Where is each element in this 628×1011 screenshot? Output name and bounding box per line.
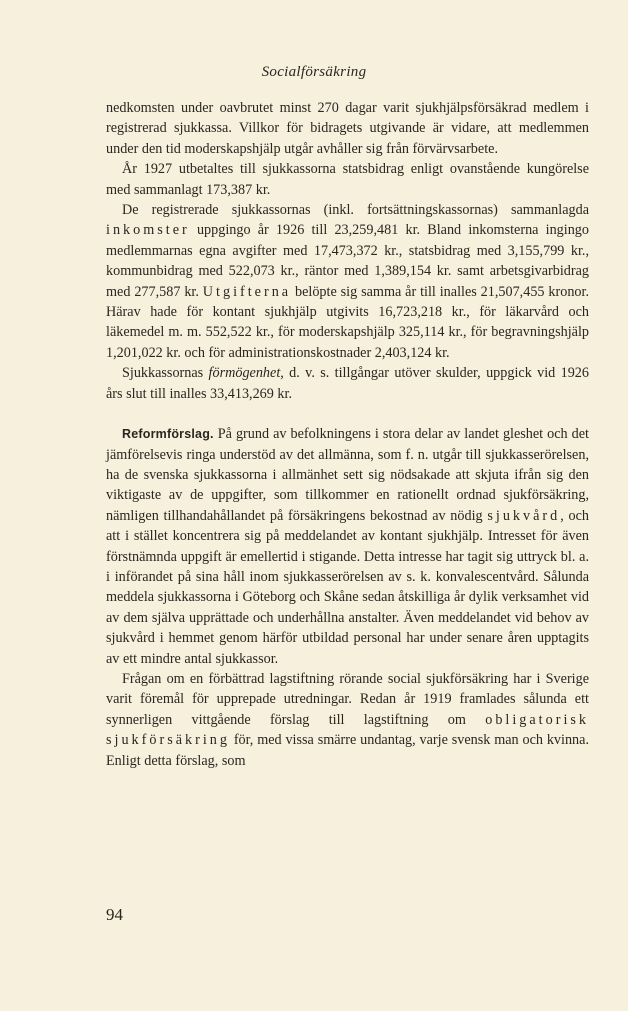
emphasized-term: förmögenhet [208, 365, 281, 382]
page-number: 94 [106, 905, 123, 924]
text-run: Sjukkassornas [122, 365, 209, 382]
paragraph [106, 363, 589, 404]
spaced-emphasis: obligatorisk sjukförsäkring [106, 711, 589, 749]
spaced-emphasis: Utgifterna [202, 283, 292, 300]
paragraph [106, 200, 589, 363]
text-run: År 1927 utbetaltes till sjukkassorna statsbidrag enligt ovanstående kungörelse med sammanlagt 173,387 kr. [106, 161, 589, 198]
paragraph [106, 159, 589, 200]
section-heading: Reformförslag. [122, 427, 214, 442]
paragraph [106, 424, 589, 669]
text-run: belöpte sig samma år till inalles 21,507,455 kronor. Härav hade för kontant sjukhjälp utgivits 16,723,218 kr., för läkarvård och läkemedel m. m. 552,522 kr., för moderskapshjälp 325,114 kr., för begravningshjälp 1,201,022 kr. och för administrationskostnader 2,403,124 kr. [106, 283, 589, 361]
spaced-emphasis: sjukvård [487, 507, 561, 524]
text-run: för, med vissa smärre undantag, varje svensk man och kvinna. Enligt detta förslag, som [106, 732, 589, 769]
text-run: På grund av befolkningens i stora delar av landet gleshet och det jämförelsevis ringa understöd av det allmänna, som f. n. utgår till sjukkasserörelsen, ha de svenska sjukkassorna i allmänhet sett sig nödsakade att skjuta ifrån sig den viktigaste av de uppgifter, som tillkommer en rationellt ordnad sjukförsäkring, nämligen tillhandahållandet på försäkringens bekostnad av nödig [106, 426, 589, 524]
paragraph [106, 669, 589, 771]
paragraph [106, 98, 589, 159]
text-run: nedkomsten under oavbrutet minst 270 dagar varit sjukhjälpsförsäkrad medlem i registrerad sjukkassa. Villkor för bidragets utgivande är vidare, att medlemmen under den tid moderskapshjälp utgår avhåller sig från förvärvsarbete. [106, 100, 589, 157]
text-run: De registrerade sjukkassornas (inkl. fortsättningskassornas) sammanlagda [122, 202, 589, 219]
running-header: Socialförsäkring [261, 64, 367, 80]
text-run: uppgingo år 1926 till 23,259,481 kr. Bland inkomsterna ingingo medlemmarnas egna avgifter med 17,473,372 kr., statsbidrag med 3,155,799 kr., kommunbidrag med 522,073 kr., räntor med 1,389,154 kr. samt arbetsgivarbidrag med 277,587 kr. [106, 222, 589, 300]
body-text [106, 98, 589, 771]
spaced-emphasis: inkomster [106, 222, 190, 239]
text-run: , d. v. s. tillgångar utöver skulder, uppgick vid 1926 års slut till inalles 33,413,269 kr. [106, 365, 589, 402]
text-run: , och att i stället koncentrera sig på meddelandet av kontant sjukhjälp. Intresset för även förstnämnda uppgift är emellertid i stigande. Detta intresse har tagit sig uttryck bl. a. i införandet på sina håll inom sjukkasserörelsen av s. k. konvalescentvård. Sålunda meddela sjukkassorna i Göteborg och Skåne sedan åtskilliga år dylik verksamhet vid av dem själva upprättade och underhållna anstalter. Även meddelandet vid behov av sjukvård i hemmet genom härför utbildad personal har under senare åren upptagits av ett mindre antal sjukkassor. [106, 507, 589, 667]
text-run: Frågan om en förbättrad lagstiftning rörande social sjukförsäkring har i Sverige varit föremål för upprepade utredningar. Redan år 1919 framlades sålunda ett synnerligen vittgående förslag till lagstiftning om [106, 670, 589, 728]
